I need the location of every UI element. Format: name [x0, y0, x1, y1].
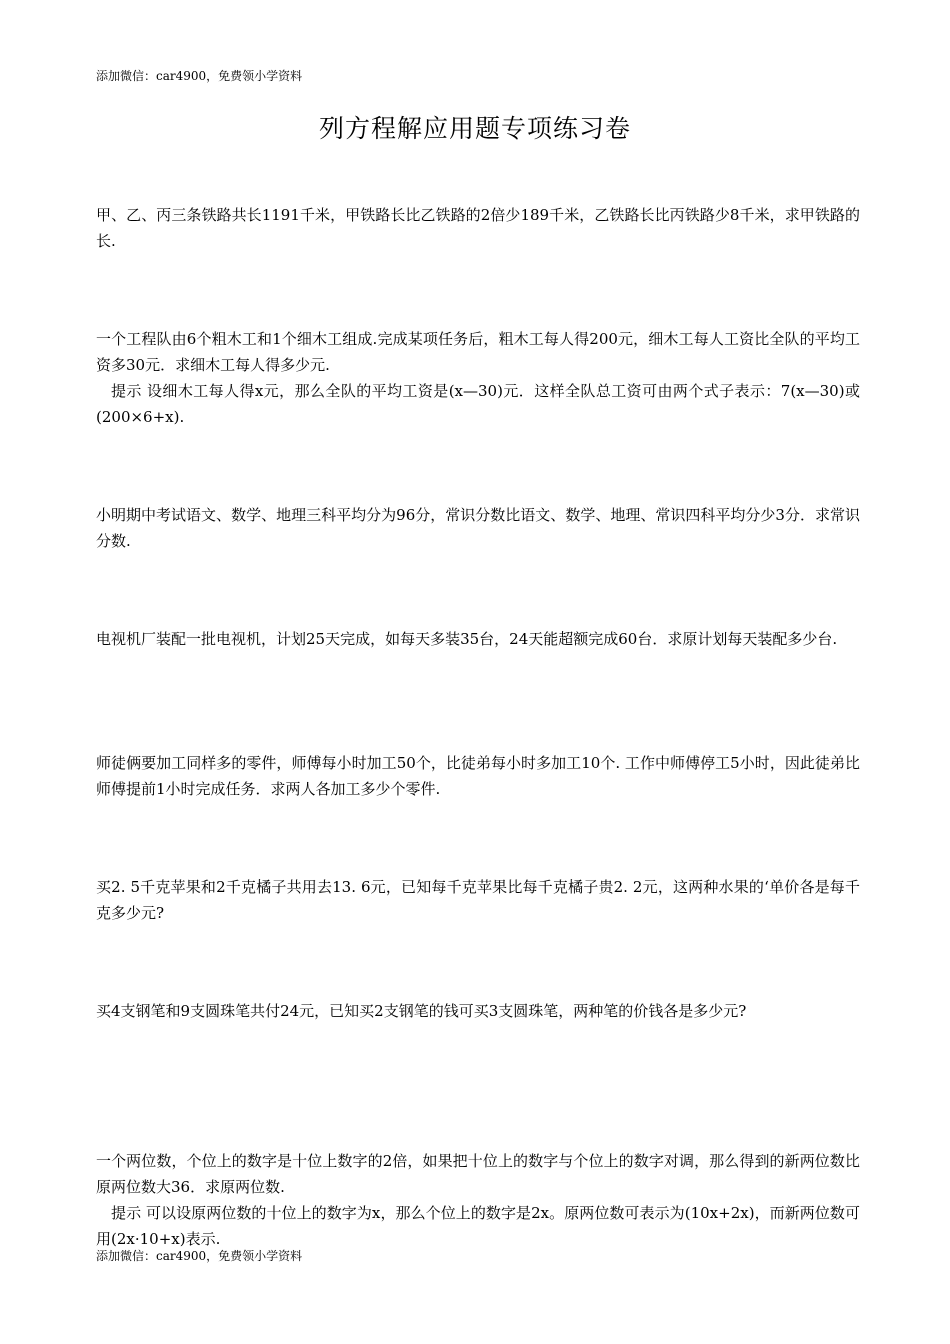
problem-text: 买4支钢笔和9支圆珠笔共付24元，已知买2支钢笔的钱可买3支圆珠笔，两种笔的价钱各是多少元?	[96, 1002, 747, 1020]
problem-1	[96, 202, 860, 254]
problem-6	[96, 874, 860, 926]
problem-3	[96, 502, 860, 554]
problem-text: 电视机厂装配一批电视机，计划25天完成，如每天多装35台，24天能超额完成60台．求原计划每天装配多少台.	[96, 630, 838, 648]
problem-hint: 提示 设细木工每人得x元，那么全队的平均工资是(x—30)元．这样全队总工资可由两个式子表示：7(x—30)或(200×6+x).	[96, 382, 860, 426]
problem-text: 甲、乙、丙三条铁路共长1191千米，甲铁路长比乙铁路的2倍少189千米，乙铁路长比丙铁路少8千米，求甲铁路的长.	[96, 206, 860, 250]
problem-text: 小明期中考试语文、数学、地理三科平均分为96分，常识分数比语文、数学、地理、常识四科平均分少3分．求常识分数.	[96, 506, 860, 550]
problem-5	[96, 750, 860, 802]
header-note: 添加微信：car4900，免费领小学资料	[96, 69, 303, 83]
problem-text: 一个两位数，个位上的数字是十位上数字的2倍，如果把十位上的数字与个位上的数字对调，那么得到的新两位数比原两位数大36．求原两位数.	[96, 1152, 860, 1196]
problem-7	[96, 998, 860, 1024]
problem-4	[96, 626, 860, 652]
problem-text: 师徒俩要加工同样多的零件，师傅每小时加工50个，比徒弟每小时多加工10个. 工作中师傅停工5小时，因此徒弟比师傅提前1小时完成任务．求两人各加工多少个零件.	[96, 754, 860, 798]
problem-text: 买2. 5千克苹果和2千克橘子共用去13. 6元，已知每千克苹果比每千克橘子贵2. 2元，这两种水果的‘单价各是每千克多少元?	[96, 878, 860, 922]
problem-2	[96, 326, 860, 430]
footer-note: 添加微信：car4900，免费领小学资料	[96, 1249, 303, 1263]
problem-8	[96, 1148, 860, 1252]
problem-text: 一个工程队由6个粗木工和1个细木工组成.完成某项任务后，粗木工每人得200元，细木工每人工资比全队的平均工资多30元．求细木工每人得多少元.	[96, 330, 860, 374]
problem-hint: 提示 可以设原两位数的十位上的数字为x，那么个位上的数字是2x。原两位数可表示为(10x+2x)，而新两位数可用(2x·10+x)表示.	[96, 1204, 860, 1248]
page-title: 列方程解应用题专项练习卷	[318, 114, 631, 143]
